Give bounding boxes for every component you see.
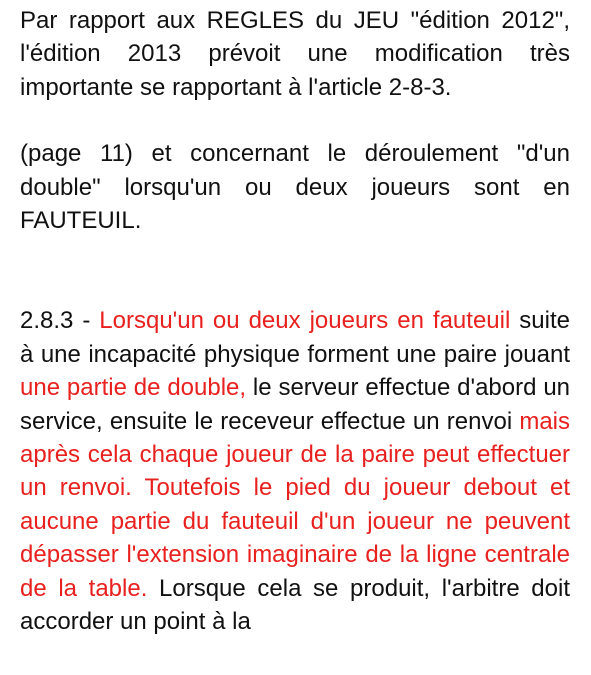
rule-text-pair: suite à une incapacité physique forment une paire jouant <box>20 307 570 368</box>
rule-text-point: Lorsque cela se produit, l'arbitre doit accorder un point à la <box>20 574 570 636</box>
rule-2-8-3-paragraph <box>20 304 570 638</box>
document-body <box>20 4 570 639</box>
rule-highlight-wheelchair: Lorsqu'un ou deux joueurs en fauteuil <box>99 307 511 335</box>
rule-number: 2.8.3 - <box>20 307 100 335</box>
context-paragraph: (page 11) et concernant le déroulement "d'un double" lorsqu'un ou deux joueurs sont en FAUTEUIL. <box>20 140 570 235</box>
rule-text-service: le serveur effectue d'abord un service, ensuite le receveur effectue un renvoi <box>20 374 571 435</box>
rule-highlight-double: une partie de double, <box>20 374 247 402</box>
intro-paragraph: Par rapport aux REGLES du JEU "édition 2012", l'édition 2013 prévoit une modification très importante se rapportant à l'article 2-8-3. <box>20 7 570 101</box>
rule-highlight-return: mais après cela chaque joueur de la paire peut effectuer un renvoi. Toutefois le pied du joueur debout et aucune partie du fauteuil d'un joueur ne peuvent dépasser l'extension imaginaire de la ligne centrale de la table. <box>20 407 570 602</box>
